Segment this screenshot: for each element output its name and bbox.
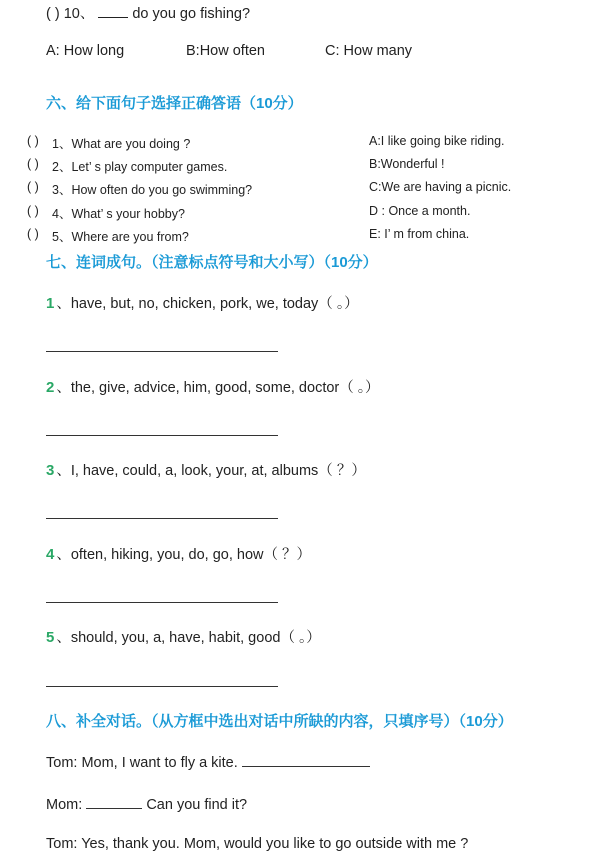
s6-row-2-paren[interactable]: ( ) — [27, 157, 39, 171]
dialog-line-2-prefix: Mom: — [46, 797, 83, 813]
s6-row-2-question: 2、Let’ s play computer games. — [52, 160, 228, 174]
s6-row-3-paren[interactable]: ( ) — [27, 180, 39, 194]
s7-item-2-text: 、the, give, advice, him, good, some, doctor（ 。） — [56, 380, 380, 396]
dialog-line-1 — [46, 752, 370, 771]
dialog-line-2-suffix: Can you find it? — [146, 797, 248, 813]
s6-row-3-answer: C:We are having a picnic. — [369, 180, 512, 194]
s7-answer-line-3[interactable] — [46, 518, 278, 519]
s6-row-1-question: 1、What are you doing ? — [52, 137, 191, 151]
s7-item-4-number: 4 — [46, 546, 55, 563]
dialog-blank-2[interactable] — [86, 794, 142, 809]
s6-row-2-answer: B:Wonderful ! — [369, 157, 445, 171]
option-a: A: How long — [46, 43, 125, 59]
s6-row-5-answer: E: I’ m from china. — [369, 227, 470, 241]
s6-row-4-question: 4、What’ s your hobby? — [52, 207, 185, 221]
s7-item-5 — [46, 626, 321, 647]
option-c: C: How many — [325, 43, 413, 59]
dialog-blank-1[interactable] — [242, 752, 370, 767]
section-7-title: 七、连词成句。（注意标点符号和大小写）（10分） — [46, 254, 378, 271]
s7-answer-line-1[interactable] — [46, 351, 278, 352]
s6-row-5-paren[interactable]: ( ) — [27, 227, 39, 241]
s7-item-5-text: 、should, you, a, have, habit, good（ 。） — [56, 630, 321, 646]
s7-item-2-number: 2 — [46, 379, 55, 396]
s7-item-4 — [46, 543, 311, 564]
dialog-line-2 — [46, 794, 247, 813]
s7-item-2 — [46, 376, 380, 397]
section-8-title: 八、补全对话。（从方框中选出对话中所缺的内容，只填序号）（10分） — [46, 713, 513, 730]
section-6-title: 六、给下面句子选择正确答语（10分） — [46, 95, 303, 112]
question-10 — [46, 2, 250, 23]
question-10-suffix: do you go fishing? — [132, 6, 251, 22]
s7-item-5-number: 5 — [46, 629, 55, 646]
s6-row-4-paren[interactable]: ( ) — [27, 204, 39, 218]
s7-item-3 — [46, 459, 366, 480]
s6-row-1-answer: A:I like going bike riding. — [369, 134, 505, 148]
s7-answer-line-4[interactable] — [46, 602, 278, 603]
s6-row-3-question: 3、How often do you go swimming? — [52, 183, 253, 197]
s6-row-1-paren[interactable]: ( ) — [27, 134, 39, 148]
s7-item-1-text: 、have, but, no, chicken, pork, we, today（ 。） — [56, 296, 359, 312]
question-10-prefix: ( ) 10、 — [46, 6, 95, 22]
s7-item-3-text: 、I, have, could, a, look, your, at, albums（ ？） — [56, 463, 366, 479]
option-b: B:How often — [186, 43, 265, 59]
s6-row-5-question: 5、Where are you from? — [52, 230, 189, 244]
answer-blank[interactable] — [98, 5, 128, 18]
s7-answer-line-5[interactable] — [46, 686, 278, 687]
s7-item-4-text: 、often, hiking, you, do, go, how（ ？） — [56, 547, 312, 563]
dialog-line-3: Tom: Yes, thank you. Mom, would you like to go outside with me ? — [46, 836, 469, 852]
s7-item-1 — [46, 292, 359, 313]
dialog-line-1-text: Tom: Mom, I want to fly a kite. — [46, 755, 238, 771]
s6-row-4-answer: D : Once a month. — [369, 204, 471, 218]
s7-answer-line-2[interactable] — [46, 435, 278, 436]
s7-item-1-number: 1 — [46, 295, 55, 312]
s7-item-3-number: 3 — [46, 462, 55, 479]
